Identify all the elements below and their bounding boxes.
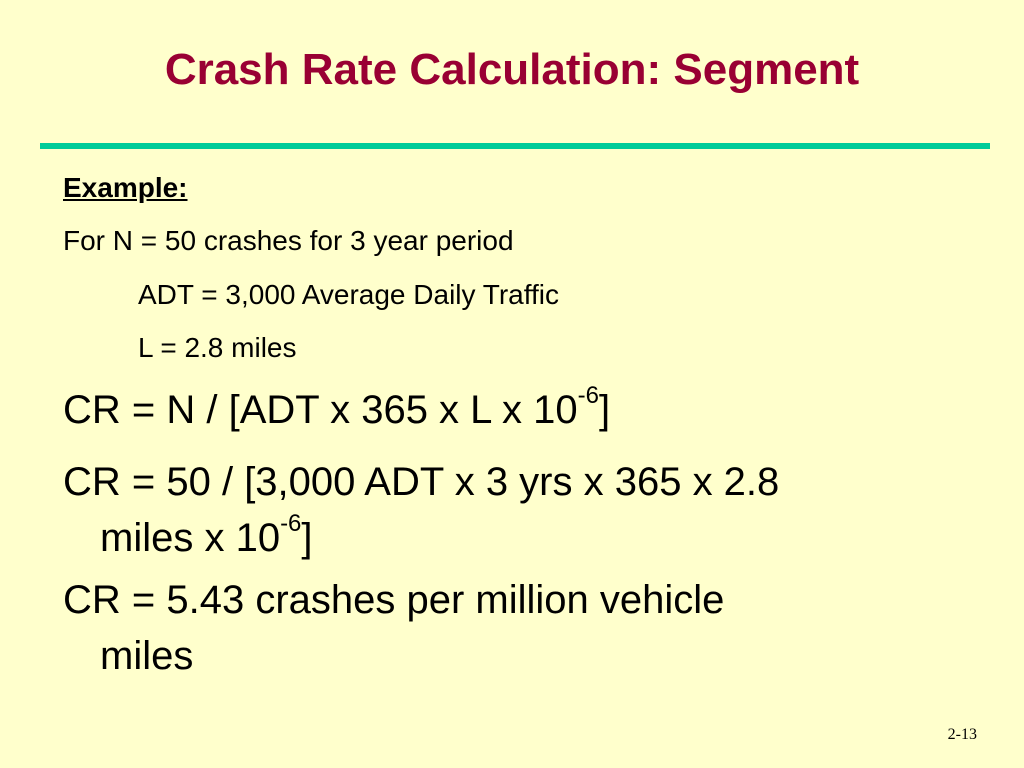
given-length: L = 2.8 miles (138, 332, 297, 363)
given-crashes: For N = 50 crashes for 3 year period (63, 225, 514, 256)
formula-result-line2: miles (100, 634, 194, 678)
title-divider (40, 143, 990, 149)
formula-general-text: CR = N / [ADT x 365 x L x 10 (63, 388, 578, 432)
formula-general-exponent: -6 (577, 382, 599, 409)
formula-result-line1: CR = 5.43 crashes per million vehicle (63, 578, 725, 622)
formula-substituted-text: miles x 10 (100, 516, 281, 560)
formula-substituted-close: ] (301, 516, 313, 560)
example-heading: Example: (63, 172, 188, 203)
formula-substituted-line1: CR = 50 / [3,000 ADT x 3 yrs x 365 x 2.8 (63, 460, 780, 504)
formula-general-close: ] (599, 388, 611, 432)
formula-general (63, 382, 610, 438)
given-adt: ADT = 3,000 Average Daily Traffic (138, 279, 560, 310)
slide-title: Crash Rate Calculation: Segment (164, 45, 860, 94)
slide-number: 2-13 (947, 726, 977, 743)
formula-substituted-exponent: -6 (280, 510, 302, 537)
formula-substituted-line2 (100, 510, 313, 566)
